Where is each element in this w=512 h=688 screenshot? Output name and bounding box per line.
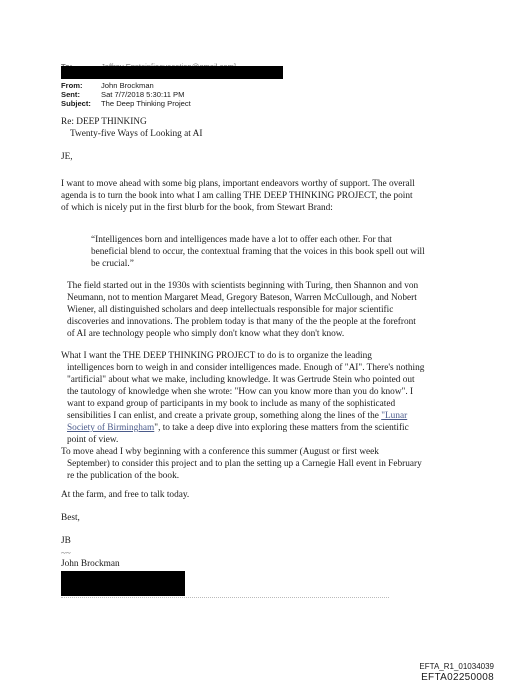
subtitle-line: Twenty-five Ways of Looking at AI — [70, 129, 203, 139]
greeting: JE, — [61, 152, 73, 162]
text-line: agenda is to turn the book into what I am calling THE DEEP THINKING PROJECT, the point — [61, 191, 413, 201]
text-line: of which is nicely put in the first blurb for the book, from Stewart Brand: — [61, 203, 333, 213]
text-line: re the publication of the book. — [67, 471, 180, 481]
text-line — [61, 422, 424, 434]
paragraph-5: At the farm, and free to talk today. — [61, 490, 190, 500]
text-segment: sensibilities I can enlist, and create a private group, something along the lines of the — [67, 411, 379, 421]
text-line — [61, 410, 424, 422]
redaction-bar-header — [61, 66, 283, 79]
sent-row — [61, 90, 184, 99]
text-line: the tautology of knowledge when she wrote: "How can you know more than you do know". I — [67, 387, 414, 397]
lunar-society-link-part-1[interactable]: "Lunar — [381, 411, 408, 421]
text-line: point of view. — [67, 435, 119, 445]
text-line: “Intelligences born and intelligences made have a lot to offer each other. For that — [91, 235, 392, 245]
from-row — [61, 81, 154, 90]
text-line: I want to move ahead with some big plans, important endeavors worthy of support. The overall — [61, 179, 415, 189]
lunar-society-link-part-2[interactable]: Society of Birmingham — [67, 423, 155, 433]
signature-name: John Brockman — [61, 559, 120, 569]
text-line: of AI are technology people who simply don't know what they don't know. — [67, 329, 345, 339]
footer-id-1: EFTA_R1_01034039 — [419, 662, 494, 671]
text-line: The field started out in the 1930s with scientists beginning with Turing, then Shannon and von — [67, 281, 419, 291]
text-line: September) to consider this project and to plan the setting up a Carnegie Hall event in February — [67, 459, 422, 469]
text-line: Neumann, not to mention Margaret Mead, Gregory Bateson, Warren McCullough, and Nobert — [67, 293, 417, 303]
text-line: To move ahead I wby beginning with a conference this summer (August or first week — [61, 447, 379, 457]
text-line: beneficial blend to occur, the contextual framing that the voices in this book spell out will — [91, 247, 425, 257]
text-line: be crucial.” — [91, 259, 134, 269]
paragraph-3 — [61, 350, 424, 446]
footer-id-2: EFTA02250008 — [421, 672, 494, 683]
text-line: What I want the THE DEEP THINKING PROJECT to do is to organize the leading — [61, 351, 372, 361]
paragraph-2 — [67, 280, 418, 340]
redaction-bar-signature — [61, 571, 185, 596]
re-line: Re: DEEP THINKING — [61, 117, 147, 127]
text-line: intelligences born to weigh in and consider intelligences made. Enough of "AI". There's nothing — [67, 363, 425, 373]
closing: Best, — [61, 513, 80, 523]
text-line: "artificial" about what we make, including knowledge. It was Gertrude Stein who pointed out — [67, 375, 415, 385]
subject-label: Subject: — [61, 99, 91, 108]
paragraph-4 — [61, 446, 422, 482]
sent-value: Sat 7/7/2018 5:30:11 PM — [101, 90, 185, 99]
text-segment: ", to take a deep dive into exploring these matters from the scientific — [154, 423, 409, 433]
from-value: John Brockman — [101, 81, 154, 90]
subject-value: The Deep Thinking Project — [101, 99, 191, 108]
text-line: Wiener, all distinguished scholars and deep intellectuals responsible for major scientific — [67, 305, 394, 315]
text-line: want to expand group of participants in my book to include as many of the sophisticated — [67, 399, 396, 409]
initials: JB — [61, 536, 71, 546]
paragraph-1 — [61, 178, 415, 214]
quote-block — [91, 234, 425, 270]
tilde-mark: ~~ — [61, 548, 71, 558]
signature-divider — [61, 597, 389, 598]
sent-label: Sent: — [61, 90, 80, 99]
text-line: discoveries and innovations. The problem today is that many of the the people at the forefront — [67, 317, 416, 327]
from-label: From: — [61, 81, 83, 90]
subject-row — [61, 99, 191, 108]
